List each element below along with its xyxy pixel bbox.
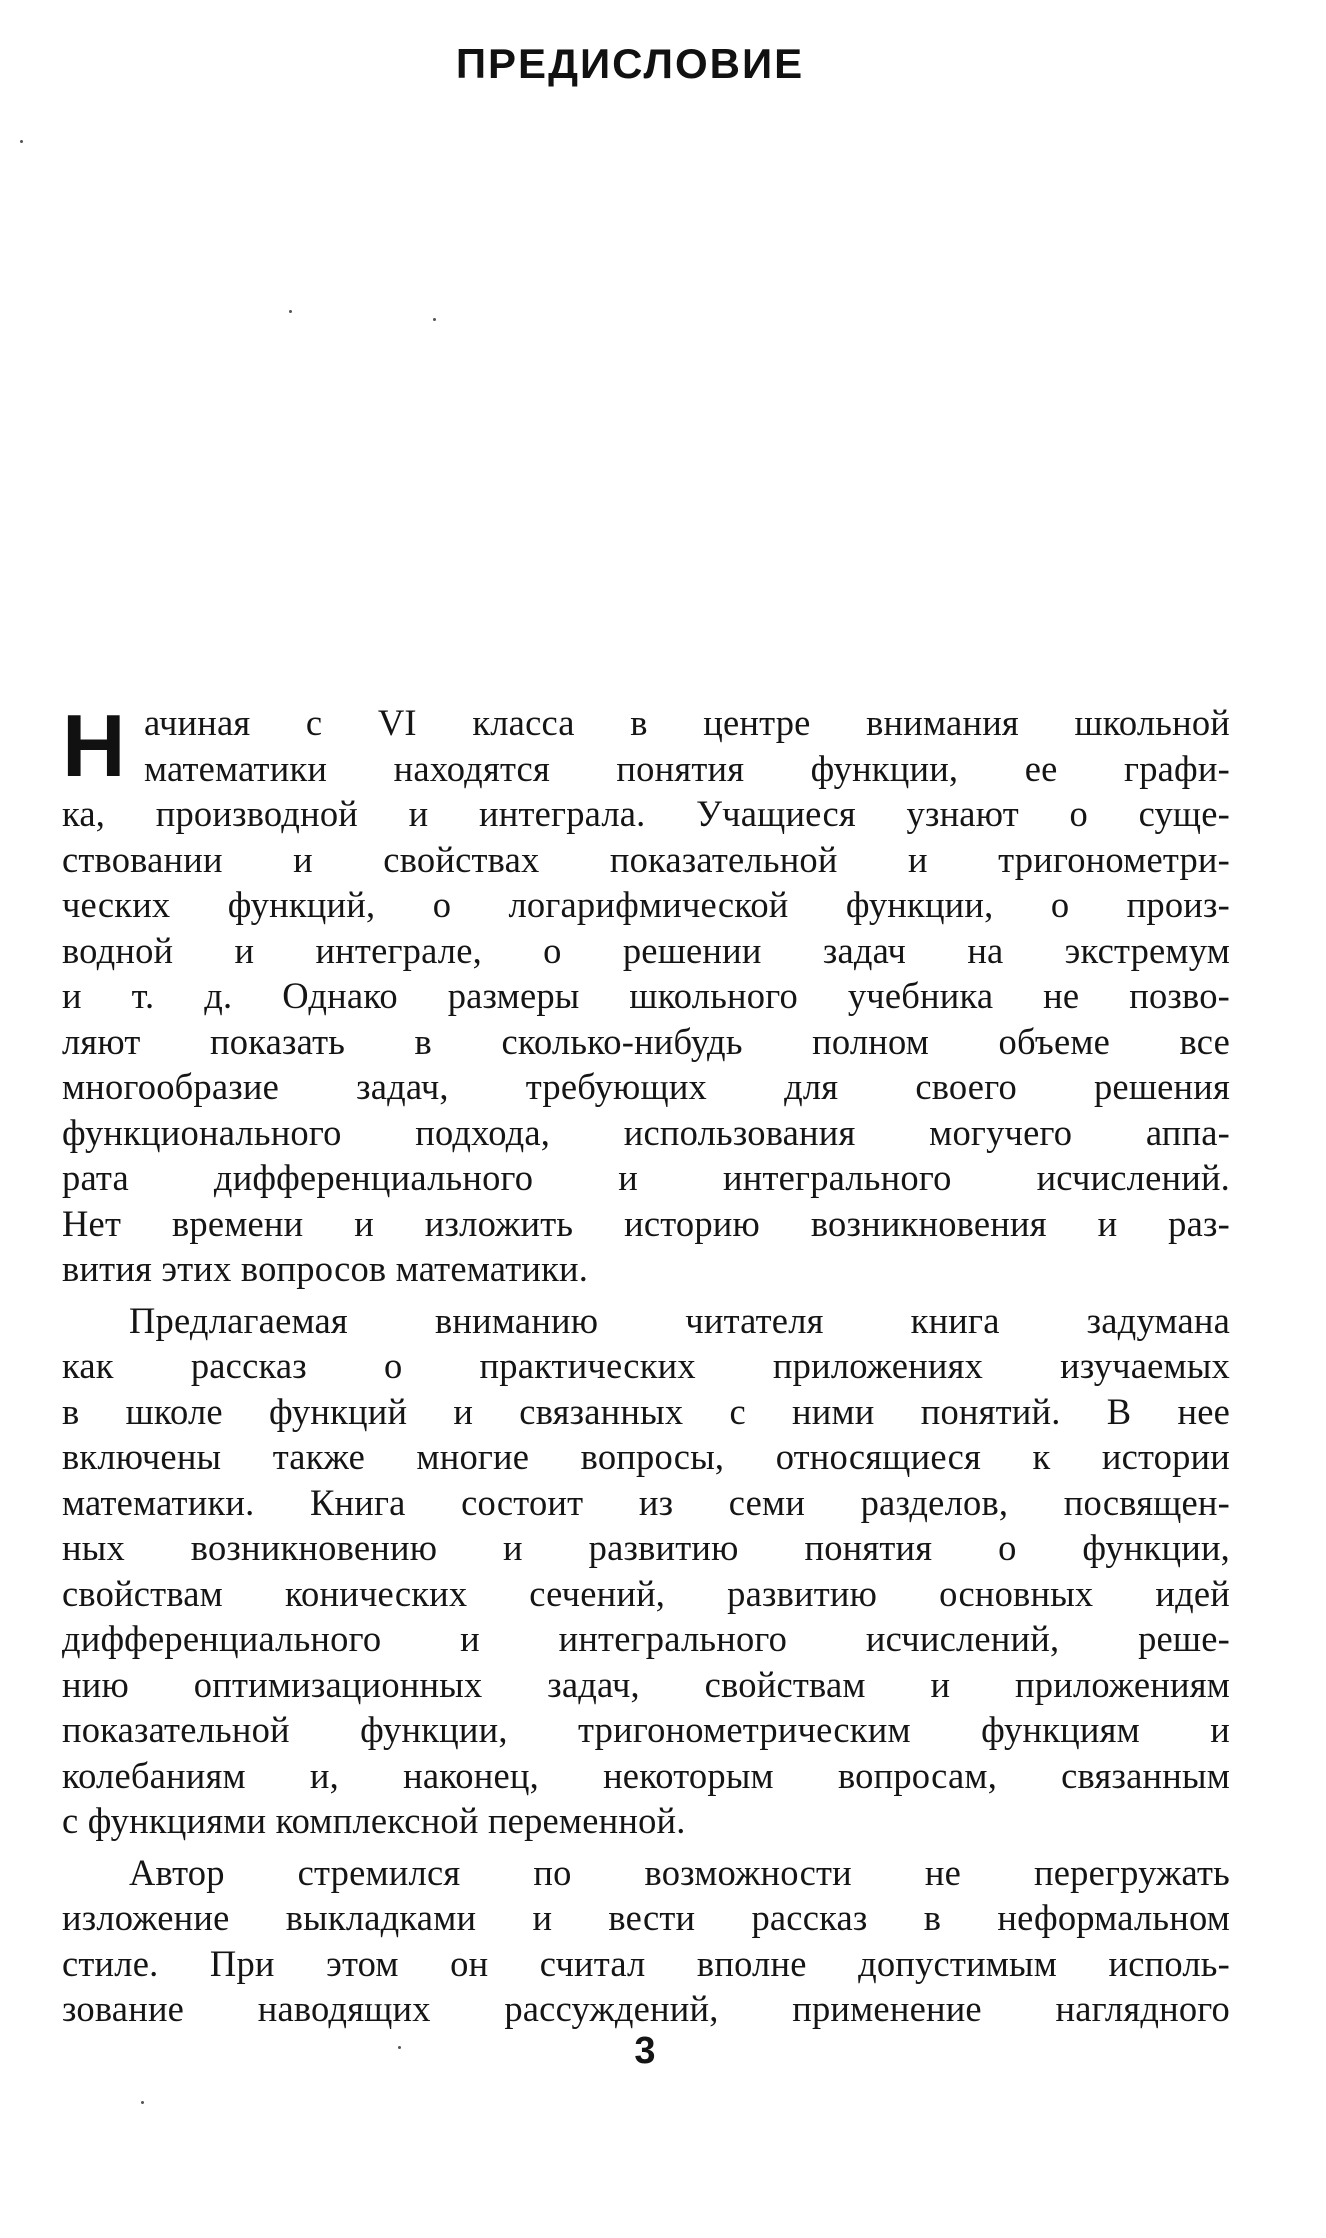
scan-speck: [141, 2101, 144, 2104]
text-line: вития этих вопросов математики.: [62, 1248, 589, 1289]
text-line: ствовании и свойствах показательной и тригонометри-: [62, 838, 1230, 880]
text-line: ка, производной и интеграла. Учащиеся узнают о суще-: [62, 793, 1230, 834]
text-line: Предлагаемая вниманию читателя книга задумана: [129, 1299, 1230, 1341]
preface-text: [62, 696, 1230, 2032]
text-line: зование наводящих рассуждений, применение наглядного: [62, 1988, 1230, 2029]
drop-cap-letter: Н: [62, 696, 126, 795]
text-line: ных возникновению и развитию понятия о функции,: [62, 1527, 1230, 1568]
text-line: Нет времени и изложить историю возникновения и раз-: [62, 1202, 1230, 1244]
scan-speck: [289, 310, 292, 313]
scan-speck: [398, 2046, 401, 2049]
text-line: ляют показать в сколько-нибудь полном объеме все: [62, 1020, 1230, 1062]
paragraph-1: [62, 696, 1230, 1292]
text-line: изложение выкладками и вести рассказ в неформальном: [62, 1897, 1230, 1938]
page-heading: ПРЕДИСЛОВИЕ: [455, 40, 805, 87]
text-line: включены также многие вопросы, относящиеся к истории: [62, 1436, 1230, 1477]
paragraph-3: [62, 1850, 1230, 2032]
text-line: колебаниям и, наконец, некоторым вопросам, связанным: [62, 1754, 1230, 1796]
text-line: ачиная с VI класса в центре внимания школьной: [144, 702, 1230, 743]
text-line: стиле. При этом он считал вполне допустимым исполь-: [62, 1942, 1230, 1984]
text-line: в школе функций и связанных с ними понятий. В нее: [62, 1390, 1230, 1432]
text-line: с функциями комплексной переменной.: [62, 1800, 686, 1841]
text-line: как рассказ о практических приложениях изучаемых: [62, 1345, 1230, 1386]
text-line: математики. Книга состоит из семи разделов, посвящен-: [62, 1481, 1230, 1523]
paragraph-2: [62, 1298, 1230, 1844]
text-line: показательной функции, тригонометрическим функциям и: [62, 1709, 1230, 1750]
text-line: математики находятся понятия функции, ее графи-: [144, 747, 1230, 789]
scan-speck: [433, 318, 436, 321]
text-line: ческих функций, о логарифмической функции, о произ-: [62, 884, 1230, 925]
scan-speck: [20, 140, 23, 143]
page-number: 3: [634, 2030, 656, 2072]
text-line: водной и интеграле, о решении задач на экстремум: [62, 929, 1230, 971]
text-line: Автор стремился по возможности не перегружать: [129, 1851, 1230, 1893]
text-line: свойствам конических сечений, развитию основных идей: [62, 1572, 1230, 1614]
text-line: дифференциального и интегрального исчислений, реше-: [62, 1618, 1230, 1659]
text-line: нию оптимизационных задач, свойствам и приложениям: [62, 1663, 1230, 1705]
text-line: рата дифференциального и интегрального исчислений.: [62, 1157, 1230, 1198]
text-line: и т. д. Однако размеры школьного учебника не позво-: [62, 975, 1230, 1016]
text-line: многообразие задач, требующих для своего решения: [62, 1066, 1230, 1107]
text-line: функционального подхода, использования могучего аппа-: [62, 1111, 1230, 1153]
